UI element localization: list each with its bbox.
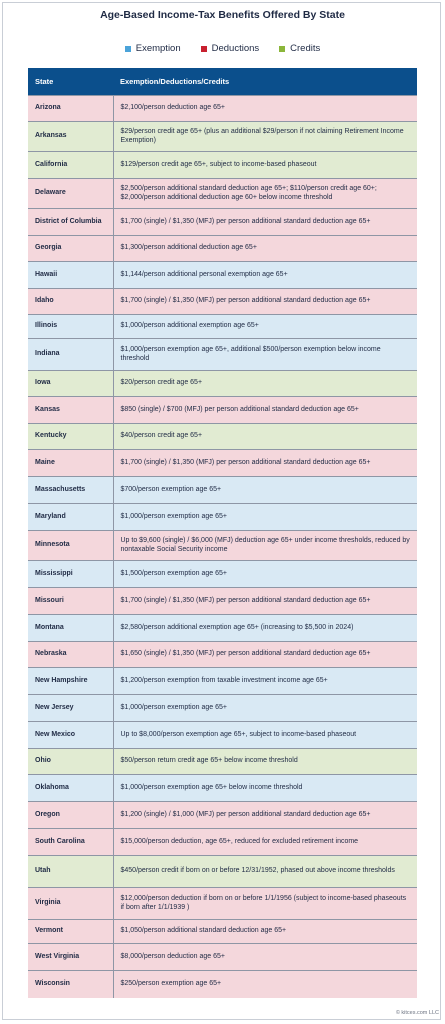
- state-cell: Indiana: [28, 339, 113, 371]
- page-title: Age-Based Income-Tax Benefits Offered By State: [100, 9, 345, 21]
- table-row: [28, 339, 417, 371]
- state-cell: District of Columbia: [28, 209, 113, 236]
- table-row: [28, 424, 417, 450]
- state-cell: Massachusetts: [28, 477, 113, 504]
- table-row: [28, 615, 417, 642]
- legend-item-deductions: [201, 43, 260, 54]
- benefit-cell: $1,050/person additional standard deduction age 65+: [113, 920, 417, 944]
- state-cell: Montana: [28, 615, 113, 642]
- column-header-benefit: Exemption/Deductions/Credits: [113, 68, 417, 96]
- benefit-cell: $450/person credit if born on or before 12/31/1952, phased out above income thresholds: [113, 856, 417, 888]
- benefit-cell: $1,500/person exemption age 65+: [113, 561, 417, 588]
- legend-swatch-deductions: [201, 46, 207, 52]
- copyright-footer: © kitces.com LLC: [395, 1010, 439, 1016]
- benefit-cell: Up to $9,600 (single) / $6,000 (MFJ) deduction age 65+ under income thresholds, reduced by nontaxable Social Security income: [113, 531, 417, 561]
- table-row: [28, 888, 417, 920]
- table-row: [28, 531, 417, 561]
- table-row: [28, 96, 417, 122]
- state-cell: Illinois: [28, 315, 113, 339]
- state-cell: Utah: [28, 856, 113, 888]
- legend: [0, 43, 445, 54]
- benefit-cell: $129/person credit age 65+, subject to income-based phaseout: [113, 152, 417, 179]
- benefit-cell: $1,700 (single) / $1,350 (MFJ) per person additional standard deduction age 65+: [113, 289, 417, 315]
- state-cell: Idaho: [28, 289, 113, 315]
- benefit-cell: $15,000/person deduction, age 65+, reduced for excluded retirement income: [113, 829, 417, 856]
- table-row: [28, 722, 417, 749]
- table-row: [28, 944, 417, 971]
- benefit-cell: $1,200/person exemption from taxable investment income age 65+: [113, 668, 417, 695]
- table-row: [28, 262, 417, 289]
- benefit-cell: $250/person exemption age 65+: [113, 971, 417, 998]
- benefit-cell: $1,000/person additional exemption age 65+: [113, 315, 417, 339]
- table-row: [28, 209, 417, 236]
- benefit-cell: $850 (single) / $700 (MFJ) per person additional standard deduction age 65+: [113, 397, 417, 424]
- table-row: [28, 588, 417, 615]
- benefit-cell: $12,000/person deduction if born on or before 1/1/1956 (subject to income-based phaseouts if born after 1/1/1939 ): [113, 888, 417, 920]
- benefit-cell: $1,650 (single) / $1,350 (MFJ) per person additional standard deduction age 65+: [113, 642, 417, 668]
- table-row: [28, 695, 417, 722]
- benefit-cell: $8,000/person deduction age 65+: [113, 944, 417, 971]
- table-row: [28, 668, 417, 695]
- table-row: [28, 236, 417, 262]
- table-row: [28, 775, 417, 802]
- benefit-cell: $1,144/person additional personal exemption age 65+: [113, 262, 417, 289]
- table-row: [28, 179, 417, 209]
- state-cell: Oklahoma: [28, 775, 113, 802]
- state-cell: Kentucky: [28, 424, 113, 450]
- state-cell: New Mexico: [28, 722, 113, 749]
- table-row: [28, 920, 417, 944]
- benefit-cell: $1,700 (single) / $1,350 (MFJ) per person additional standard deduction age 65+: [113, 209, 417, 236]
- table-row: [28, 504, 417, 531]
- state-cell: Arizona: [28, 96, 113, 122]
- state-cell: Vermont: [28, 920, 113, 944]
- state-cell: Virginia: [28, 888, 113, 920]
- table-row: [28, 122, 417, 152]
- table-row: [28, 450, 417, 477]
- table-row: [28, 152, 417, 179]
- legend-swatch-exemption: [125, 46, 131, 52]
- benefit-cell: Up to $8,000/person exemption age 65+, subject to income-based phaseout: [113, 722, 417, 749]
- state-cell: Delaware: [28, 179, 113, 209]
- benefit-cell: $29/person credit age 65+ (plus an additional $29/person if not claiming Retirement Income Exemption): [113, 122, 417, 152]
- table-row: [28, 477, 417, 504]
- benefit-cell: $1,000/person exemption age 65+: [113, 695, 417, 722]
- state-cell: Iowa: [28, 371, 113, 397]
- table-row: [28, 856, 417, 888]
- state-cell: Hawaii: [28, 262, 113, 289]
- benefit-cell: $1,700 (single) / $1,350 (MFJ) per person additional standard deduction age 65+: [113, 450, 417, 477]
- state-cell: Arkansas: [28, 122, 113, 152]
- state-cell: Nebraska: [28, 642, 113, 668]
- state-cell: New Hampshire: [28, 668, 113, 695]
- state-cell: Wisconsin: [28, 971, 113, 998]
- legend-swatch-credits: [279, 46, 285, 52]
- table-row: [28, 749, 417, 775]
- benefit-cell: $1,700 (single) / $1,350 (MFJ) per person additional standard deduction age 65+: [113, 588, 417, 615]
- state-cell: Oregon: [28, 802, 113, 829]
- benefit-cell: $2,580/person additional exemption age 65+ (increasing to $5,500 in 2024): [113, 615, 417, 642]
- table-row: [28, 829, 417, 856]
- state-cell: California: [28, 152, 113, 179]
- table-row: [28, 315, 417, 339]
- benefit-cell: $20/person credit age 65+: [113, 371, 417, 397]
- state-cell: Missouri: [28, 588, 113, 615]
- state-cell: Maine: [28, 450, 113, 477]
- benefits-table: [28, 68, 417, 998]
- legend-label-credits: Credits: [290, 43, 321, 54]
- table-row: [28, 971, 417, 998]
- benefit-cell: $1,200 (single) / $1,000 (MFJ) per person additional standard deduction age 65+: [113, 802, 417, 829]
- state-cell: Mississippi: [28, 561, 113, 588]
- benefit-cell: $40/person credit age 65+: [113, 424, 417, 450]
- legend-item-credits: [279, 43, 320, 54]
- benefit-cell: $1,300/person additional deduction age 65+: [113, 236, 417, 262]
- table-row: [28, 397, 417, 424]
- state-cell: Minnesota: [28, 531, 113, 561]
- benefit-cell: $2,100/person deduction age 65+: [113, 96, 417, 122]
- state-cell: Maryland: [28, 504, 113, 531]
- benefit-cell: $2,500/person additional standard deduction age 65+; $110/person credit age 60+; $2,000/person additional deduction age 60+ below income threshold: [113, 179, 417, 209]
- column-header-state: State: [28, 68, 113, 96]
- benefit-cell: $50/person return credit age 65+ below income threshold: [113, 749, 417, 775]
- benefit-cell: $1,000/person exemption age 65+, additional $500/person exemption below income threshold: [113, 339, 417, 371]
- benefit-cell: $700/person exemption age 65+: [113, 477, 417, 504]
- state-cell: Ohio: [28, 749, 113, 775]
- table-header-row: [28, 68, 417, 96]
- table-row: [28, 802, 417, 829]
- state-cell: New Jersey: [28, 695, 113, 722]
- table-row: [28, 642, 417, 668]
- table-body: [28, 96, 417, 998]
- state-cell: West Virginia: [28, 944, 113, 971]
- legend-label-deductions: Deductions: [211, 43, 260, 54]
- table-row: [28, 371, 417, 397]
- benefit-cell: $1,000/person exemption age 65+ below income threshold: [113, 775, 417, 802]
- state-cell: South Carolina: [28, 829, 113, 856]
- state-cell: Kansas: [28, 397, 113, 424]
- table-row: [28, 561, 417, 588]
- legend-item-exemption: [125, 43, 181, 54]
- benefit-cell: $1,000/person exemption age 65+: [113, 504, 417, 531]
- legend-label-exemption: Exemption: [135, 43, 181, 54]
- state-cell: Georgia: [28, 236, 113, 262]
- table-row: [28, 289, 417, 315]
